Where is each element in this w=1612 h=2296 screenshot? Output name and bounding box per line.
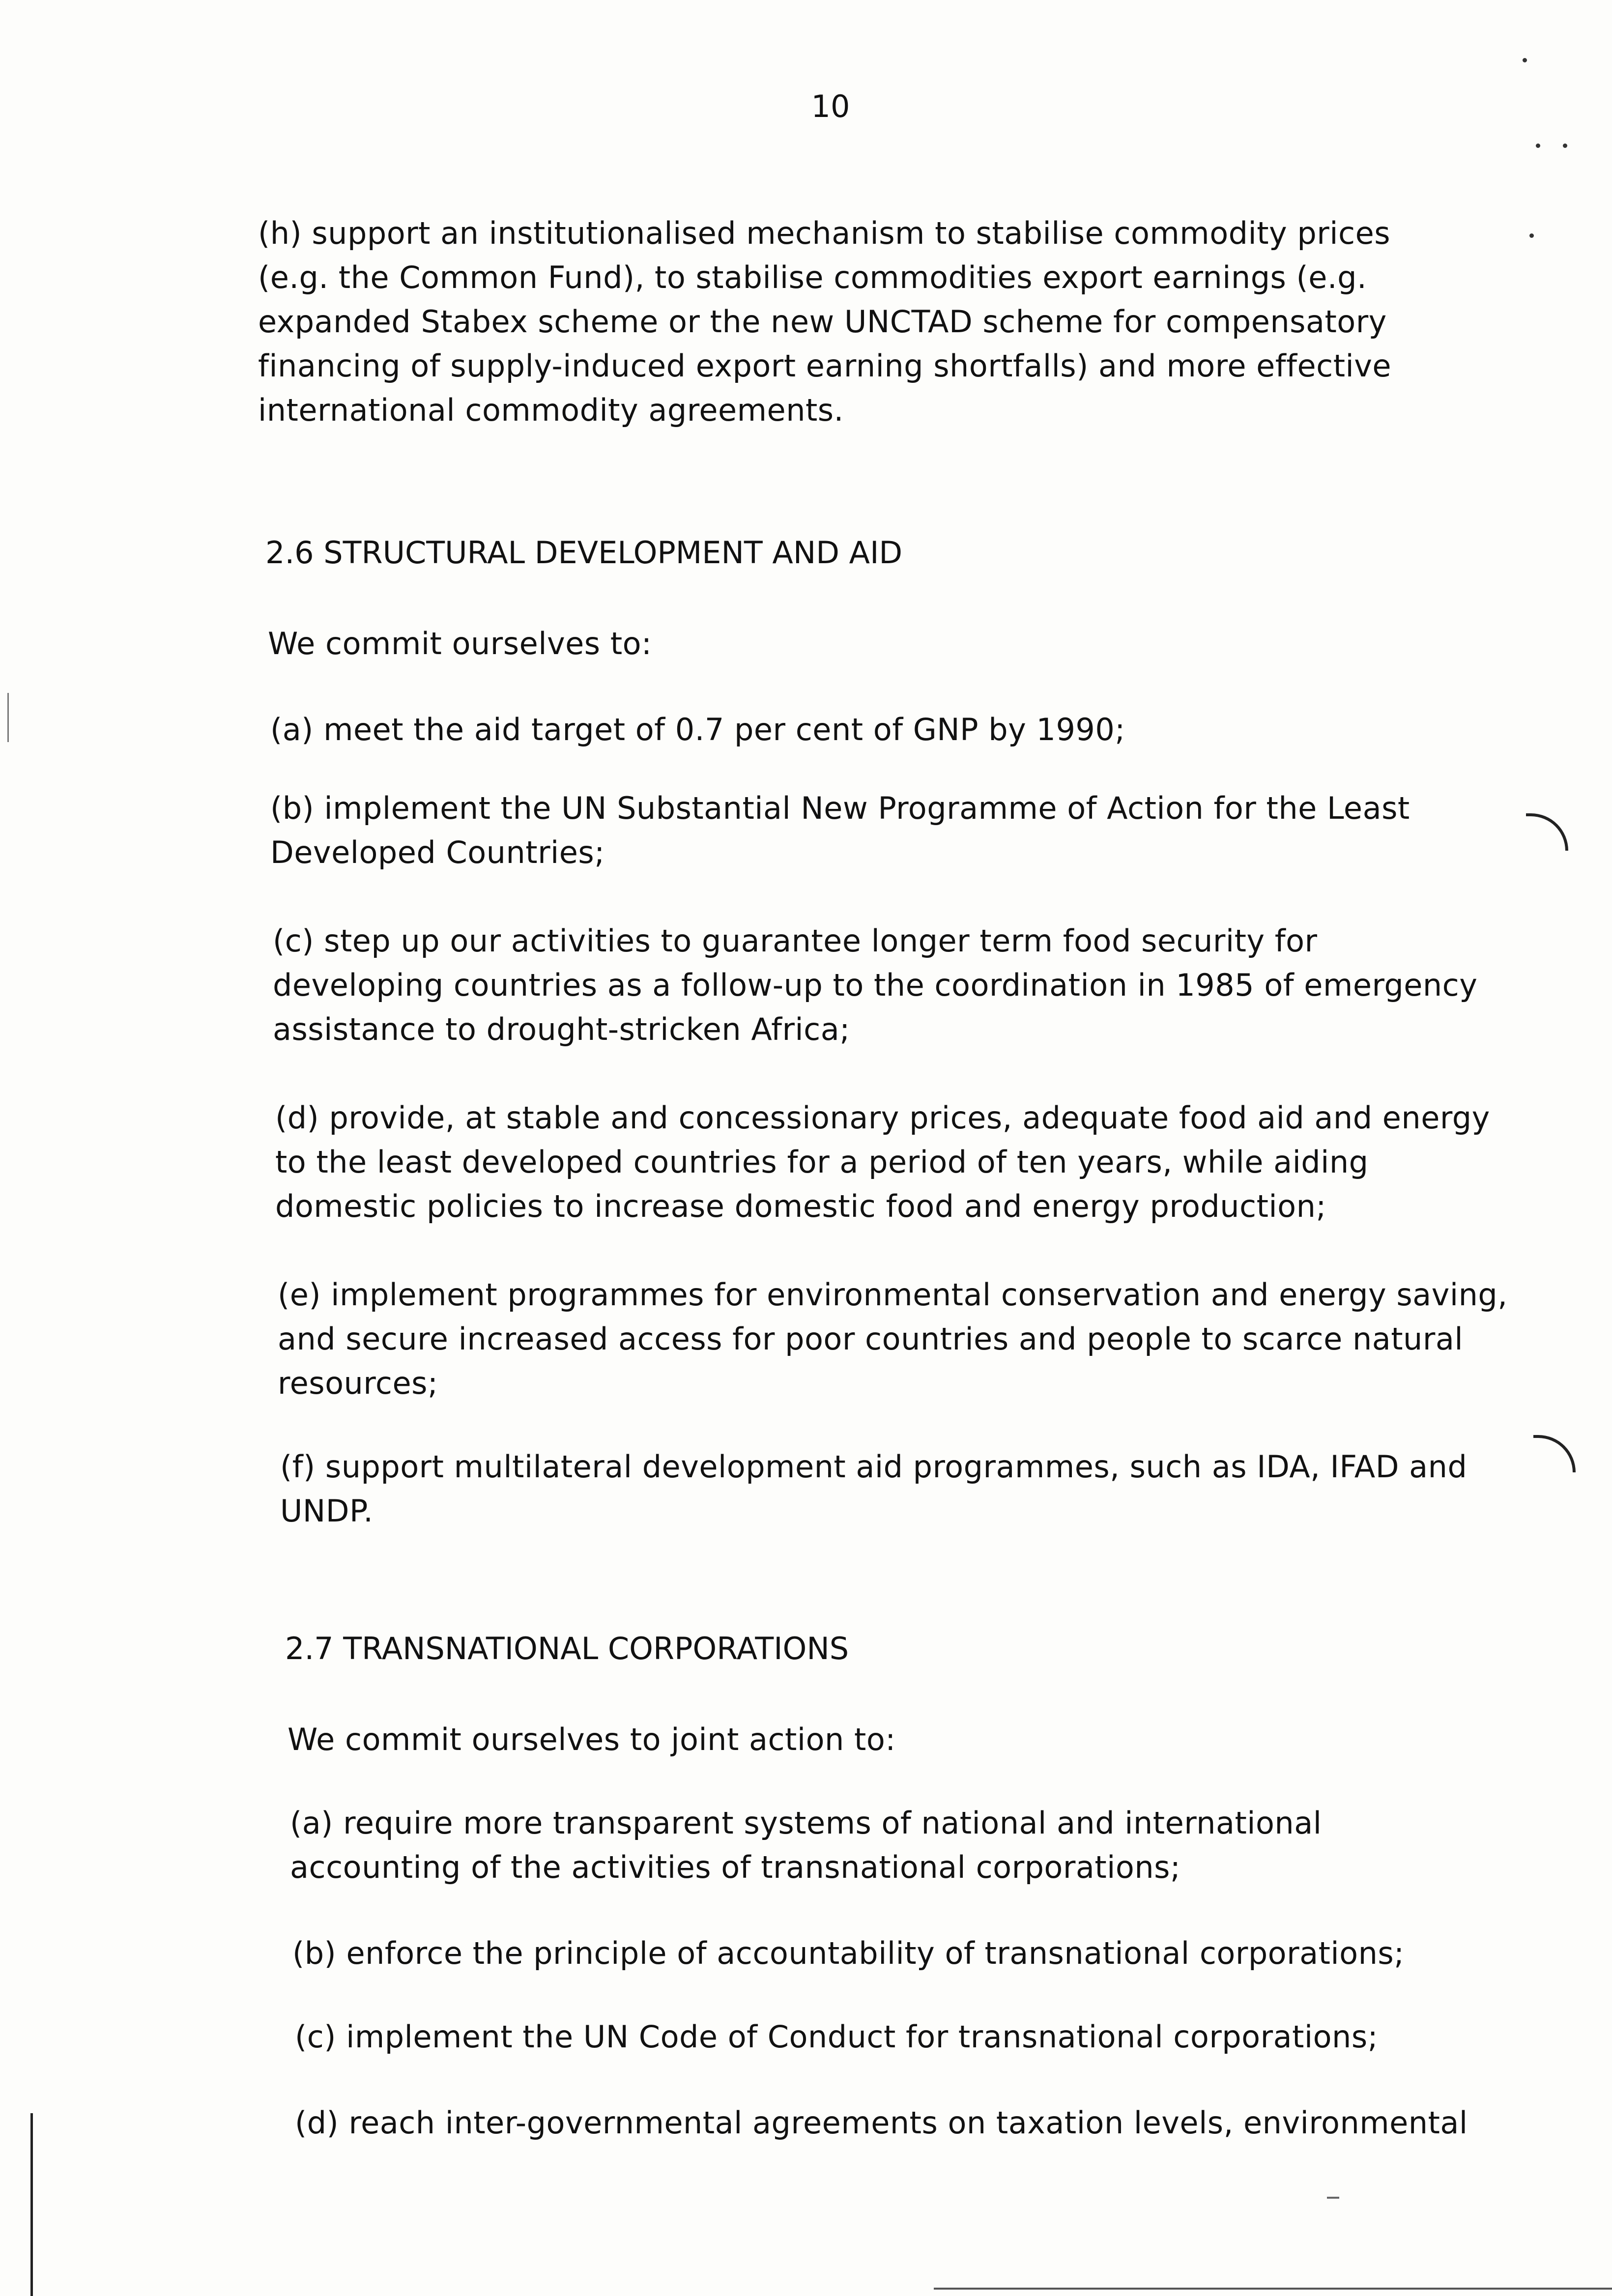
list-item-c — [273, 919, 1477, 1052]
scan-mark — [7, 693, 9, 742]
scan-mark — [1327, 2197, 1339, 2199]
section-intro: We commit ourselves to: — [268, 626, 652, 661]
text-line: (d) reach inter-governmental agreements on taxation levels, environmental — [295, 2105, 1468, 2141]
list-item-d — [275, 1096, 1490, 1229]
text-line: (h) support an institutionalised mechanism to stabilise commodity prices — [258, 215, 1391, 251]
text-line: (b) enforce the principle of accountability of transnational corporations; — [292, 1935, 1405, 1971]
text-line: to the least developed countries for a period of ten years, while aiding — [275, 1144, 1369, 1180]
list-item-b — [270, 786, 1410, 875]
list-item-b — [292, 1931, 1405, 1976]
text-line: (e) implement programmes for environmental conservation and energy saving, — [278, 1277, 1508, 1313]
scan-mark — [1529, 233, 1534, 238]
text-line: financing of supply-induced export earning shortfalls) and more effective — [258, 348, 1392, 384]
text-line: developing countries as a follow-up to the coordination in 1985 of emergency — [273, 967, 1478, 1003]
text-line: accounting of the activities of transnational corporations; — [290, 1849, 1181, 1885]
list-item-f — [280, 1445, 1467, 1533]
text-line: (e.g. the Common Fund), to stabilise commodities export earnings (e.g. — [258, 259, 1367, 295]
text-line: (a) require more transparent systems of national and international — [290, 1805, 1322, 1841]
text-line: assistance to drought-stricken Africa; — [273, 1011, 850, 1047]
scan-mark — [1563, 144, 1567, 148]
scan-mark — [934, 2288, 1612, 2290]
text-line: domestic policies to increase domestic food and energy production; — [275, 1188, 1326, 1224]
scan-mark — [1526, 813, 1568, 851]
scan-mark — [1533, 1435, 1576, 1472]
list-item-d — [295, 2101, 1468, 2145]
list-item-c — [295, 2015, 1378, 2059]
text-line: (a) meet the aid target of 0.7 per cent of GNP by 1990; — [270, 712, 1125, 747]
text-line: UNDP. — [280, 1493, 374, 1529]
list-item-a — [270, 708, 1125, 752]
text-line: Developed Countries; — [270, 834, 605, 870]
scan-mark — [30, 2113, 33, 2296]
text-line: (f) support multilateral development aid programmes, such as IDA, IFAD and — [280, 1449, 1468, 1485]
section-heading-2-7: 2.7 TRANSNATIONAL CORPORATIONS — [285, 1631, 849, 1666]
text-line: (d) provide, at stable and concessionary prices, adequate food aid and energy — [275, 1100, 1490, 1136]
section-heading-2-6: 2.6 STRUCTURAL DEVELOPMENT AND AID — [265, 535, 903, 571]
text-line: resources; — [278, 1365, 438, 1401]
page-number: 10 — [811, 88, 850, 124]
list-item-e — [278, 1273, 1507, 1406]
text-line: international commodity agreements. — [258, 392, 844, 428]
text-line: (c) implement the UN Code of Conduct for transnational corporations; — [295, 2019, 1379, 2055]
text-line: (c) step up our activities to guarantee longer term food security for — [273, 923, 1318, 959]
text-line: expanded Stabex scheme or the new UNCTAD scheme for compensatory — [258, 304, 1387, 340]
section-intro: We commit ourselves to joint action to: — [288, 1722, 896, 1757]
item-h-paragraph — [258, 211, 1391, 432]
text-line: and secure increased access for poor countries and people to scarce natural — [278, 1321, 1464, 1357]
scan-mark — [1536, 144, 1540, 148]
list-item-a — [290, 1801, 1322, 1890]
scan-mark — [1523, 58, 1527, 62]
text-line: (b) implement the UN Substantial New Programme of Action for the Least — [270, 790, 1410, 826]
